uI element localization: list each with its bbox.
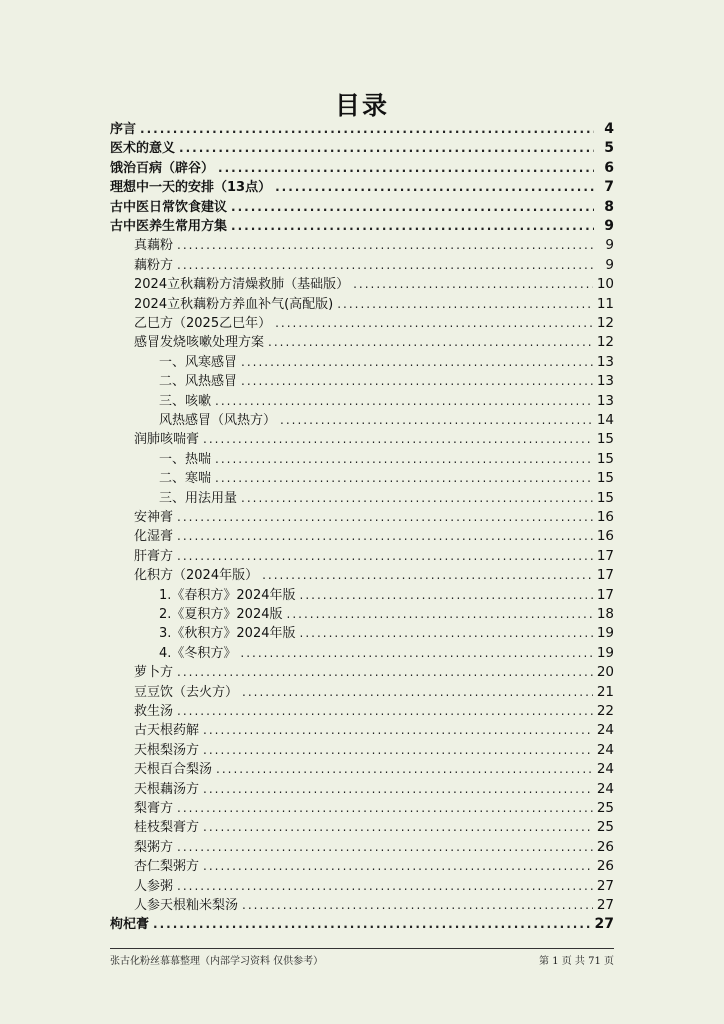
toc-entry-page: 25 (596, 800, 614, 816)
toc-entry-title: 梨膏方 (134, 801, 174, 816)
toc-entry-title: 一、风寒感冒 (159, 354, 238, 370)
toc-entry[interactable] (110, 178, 614, 197)
toc-entry-page: 22 (596, 703, 614, 719)
toc-entry[interactable] (134, 275, 614, 294)
toc-entry-page: 12 (596, 315, 614, 331)
toc-entry-page: 24 (596, 722, 614, 739)
toc-entry-title: 序言 (110, 122, 137, 137)
toc-entry-title: 萝卜方 (134, 665, 174, 681)
toc-entry-page: 27 (596, 877, 614, 894)
toc-entry[interactable] (134, 838, 614, 857)
toc-entry[interactable] (134, 702, 614, 721)
toc-dot-leader (242, 896, 593, 915)
toc-dot-leader (177, 838, 593, 857)
toc-entry-page: 7 (604, 179, 614, 196)
toc-entry-page: 9 (605, 237, 614, 254)
toc-entry[interactable] (134, 877, 614, 896)
toc-entry[interactable] (134, 683, 614, 702)
toc-entry[interactable] (110, 139, 614, 158)
toc-entry[interactable] (134, 547, 614, 566)
toc-entry[interactable] (159, 586, 614, 605)
toc-entry[interactable] (134, 741, 614, 760)
toc-entry[interactable] (134, 256, 614, 275)
toc-entry[interactable] (134, 857, 614, 876)
toc-entry-title: 天根百合梨汤 (134, 762, 213, 778)
toc-dot-leader (203, 818, 593, 837)
toc-entry-page: 24 (596, 761, 614, 778)
toc-entry[interactable] (134, 896, 614, 915)
toc-entry-title: 人参粥 (134, 878, 174, 894)
toc-dot-leader (177, 877, 593, 896)
footer-note: 张古化粉丝慕慕整理（内部学习资料 仅供参考） (110, 956, 324, 967)
toc-entry-page: 9 (604, 218, 614, 234)
toc-dot-leader (241, 372, 593, 391)
toc-entry-title: 豆豆饮（去火方） (134, 684, 239, 700)
toc-entry[interactable] (134, 721, 614, 740)
toc-dot-leader (287, 605, 593, 624)
toc-entry-page: 13 (596, 353, 614, 370)
toc-dot-leader (242, 683, 593, 702)
toc-entry-page: 9 (605, 256, 614, 273)
page-title: 目录 (334, 91, 389, 120)
toc-entry[interactable] (134, 799, 614, 818)
toc-dot-leader (203, 741, 593, 760)
toc-entry-page: 13 (596, 373, 614, 390)
toc-entry-title: 杏仁梨粥方 (134, 859, 200, 875)
toc-entry-title: 乙巳方（2025乙巳年） (134, 316, 272, 331)
toc-entry-page: 17 (596, 567, 614, 584)
toc-dot-leader (215, 450, 593, 469)
toc-entry[interactable] (159, 450, 614, 469)
toc-dot-leader (215, 469, 593, 488)
toc-entry[interactable] (134, 780, 614, 799)
toc-entry-page: 4 (604, 121, 614, 137)
toc-dot-leader (231, 198, 594, 217)
toc-entry-page: 26 (596, 858, 614, 875)
toc-entry-title: 三、咳嗽 (159, 393, 212, 409)
toc-entry-page: 5 (604, 140, 614, 157)
toc-dot-leader (218, 159, 594, 178)
toc-entry-page: 21 (596, 683, 614, 700)
toc-dot-leader (203, 780, 593, 799)
toc-dot-leader (179, 139, 594, 158)
toc-entry-page: 14 (596, 412, 614, 428)
toc-entry-page: 15 (596, 470, 614, 487)
toc-entry[interactable] (134, 314, 614, 333)
toc-entry-title: 枸杞膏 (110, 917, 150, 933)
toc-dot-leader (275, 314, 593, 333)
toc-entry-title: 润肺咳喘膏 (134, 432, 200, 448)
toc-dot-leader (177, 799, 593, 818)
toc-entry[interactable] (159, 644, 614, 663)
toc-entry[interactable] (110, 120, 614, 139)
toc-entry-title: 天根藕汤方 (134, 781, 200, 797)
toc-dot-leader (140, 120, 594, 139)
toc-entry-page: 16 (596, 509, 614, 525)
toc-dot-leader (353, 275, 593, 294)
toc-entry-title: 风热感冒（风热方） (159, 413, 277, 428)
toc-entry-title: 医术的意义 (110, 141, 176, 157)
toc-entry-title: 梨粥方 (134, 839, 174, 855)
toc-dot-leader (275, 178, 594, 197)
toc-entry-title: 2024立秋藕粉方养血补气(高配版) (134, 296, 334, 312)
toc-entry[interactable] (134, 333, 614, 352)
toc-entry-page: 25 (596, 819, 614, 836)
toc-entry[interactable] (134, 760, 614, 779)
toc-dot-leader (177, 547, 593, 566)
toc-entry-title: 安神膏 (134, 510, 174, 525)
toc-entry-title: 二、风热感冒 (159, 374, 238, 390)
toc-entry[interactable] (134, 508, 614, 527)
toc-dot-leader (268, 333, 593, 352)
toc-entry[interactable] (159, 392, 614, 411)
toc-entry[interactable] (159, 489, 614, 508)
toc-entry[interactable] (134, 818, 614, 837)
toc-entry-page: 15 (596, 450, 614, 467)
toc-entry-page: 19 (596, 644, 614, 661)
toc-entry[interactable] (159, 372, 614, 391)
toc-entry-page: 15 (596, 431, 614, 448)
page-number: 第 1 页 共 71 页 (539, 956, 614, 967)
toc-entry-title: 桂枝梨膏方 (134, 820, 200, 836)
toc-dot-leader (177, 236, 594, 255)
toc-dot-leader (300, 624, 593, 643)
toc-dot-leader (215, 392, 593, 411)
toc-entry-title: 藕粉方 (134, 257, 174, 273)
toc-entry-page: 11 (596, 295, 614, 312)
toc-dot-leader (203, 857, 593, 876)
toc-entry-title: 古中医日常饮食建议 (110, 199, 228, 215)
toc-dot-leader (177, 702, 593, 721)
toc-entry[interactable] (110, 217, 614, 236)
toc-entry-page: 19 (596, 625, 614, 642)
toc-entry-title: 古天根药解 (134, 723, 200, 739)
page-footer (110, 948, 614, 967)
toc-entry-page: 24 (596, 780, 614, 797)
toc-dot-leader (203, 430, 593, 449)
toc-entry-title: 理想中一天的安排（13点） (110, 180, 272, 196)
toc-entry-title: 3.《秋积方》2024年版 (159, 626, 296, 642)
toc-entry[interactable] (134, 430, 614, 449)
toc-entry-title: 化湿膏 (134, 529, 174, 545)
toc-entry[interactable] (134, 663, 614, 682)
toc-entry-page: 15 (596, 489, 614, 506)
toc-entry-page: 12 (596, 334, 614, 351)
toc-entry-page: 8 (604, 198, 614, 215)
toc-entry-page: 6 (604, 159, 614, 176)
toc-entry[interactable] (134, 566, 614, 585)
toc-entry-title: 救生汤 (134, 704, 174, 719)
toc-dot-leader (337, 295, 593, 314)
toc-entry-title: 2.《夏积方》2024版 (159, 607, 283, 622)
toc-entry[interactable] (134, 236, 614, 255)
toc-dot-leader (216, 760, 593, 779)
toc-entry[interactable] (159, 624, 614, 643)
toc-dot-leader (177, 256, 594, 275)
toc-dot-leader (177, 663, 593, 682)
toc-dot-leader (177, 527, 593, 546)
toc-dot-leader (300, 586, 593, 605)
toc-entry[interactable] (110, 915, 614, 934)
toc-entry-title: 化积方（2024年版） (134, 568, 259, 584)
toc-entry[interactable] (134, 295, 614, 314)
toc-dot-leader (241, 489, 593, 508)
toc-entry[interactable] (110, 159, 614, 178)
toc-dot-leader (203, 721, 593, 740)
toc-dot-leader (262, 566, 593, 585)
toc-entry-title: 二、寒喘 (159, 471, 212, 487)
toc-dot-leader (153, 915, 591, 934)
toc-entry-title: 天根梨汤方 (134, 742, 200, 758)
toc-entry-page: 17 (596, 547, 614, 564)
toc-entry[interactable] (159, 353, 614, 372)
toc-dot-leader (280, 411, 593, 430)
toc-dot-leader (240, 644, 592, 663)
toc-entry-page: 26 (596, 838, 614, 855)
toc-entry-title: 一、热喘 (159, 451, 212, 467)
toc-dot-leader (177, 508, 593, 527)
toc-entry-page: 24 (596, 741, 614, 758)
toc-entry-title: 4.《冬积方》 (159, 645, 237, 661)
toc-entry-title: 感冒发烧咳嗽处理方案 (134, 335, 265, 351)
toc-entry[interactable] (159, 411, 614, 430)
toc-entry-page: 27 (594, 916, 614, 933)
toc-entry[interactable] (110, 198, 614, 217)
toc-entry-page: 13 (596, 392, 614, 409)
toc-entry-title: 人参天根籼米梨汤 (134, 898, 239, 913)
toc-entry-title: 饿治百病（辟谷） (110, 160, 215, 176)
toc-entry-page: 16 (596, 528, 614, 545)
toc-entry-title: 肝膏方 (134, 548, 174, 564)
toc-entry-page: 17 (596, 586, 614, 603)
toc-entry-page: 10 (596, 276, 614, 293)
toc-entry-page: 18 (596, 606, 614, 622)
toc-entry[interactable] (159, 605, 614, 624)
toc-entry[interactable] (134, 527, 614, 546)
toc-entry-title: 古中医养生常用方集 (110, 219, 228, 234)
toc-entry-title: 1.《春积方》2024年版 (159, 587, 296, 603)
toc-entry-title: 真藕粉 (134, 238, 174, 254)
toc-entry[interactable] (159, 469, 614, 488)
toc-entry-page: 20 (596, 664, 614, 681)
toc-entry-page: 27 (596, 897, 614, 913)
toc-entry-title: 2024立秋藕粉方清燥救肺（基础版） (134, 277, 350, 293)
toc-dot-leader (241, 353, 593, 372)
toc-entry-title: 三、用法用量 (159, 490, 238, 506)
toc-dot-leader (231, 217, 594, 236)
